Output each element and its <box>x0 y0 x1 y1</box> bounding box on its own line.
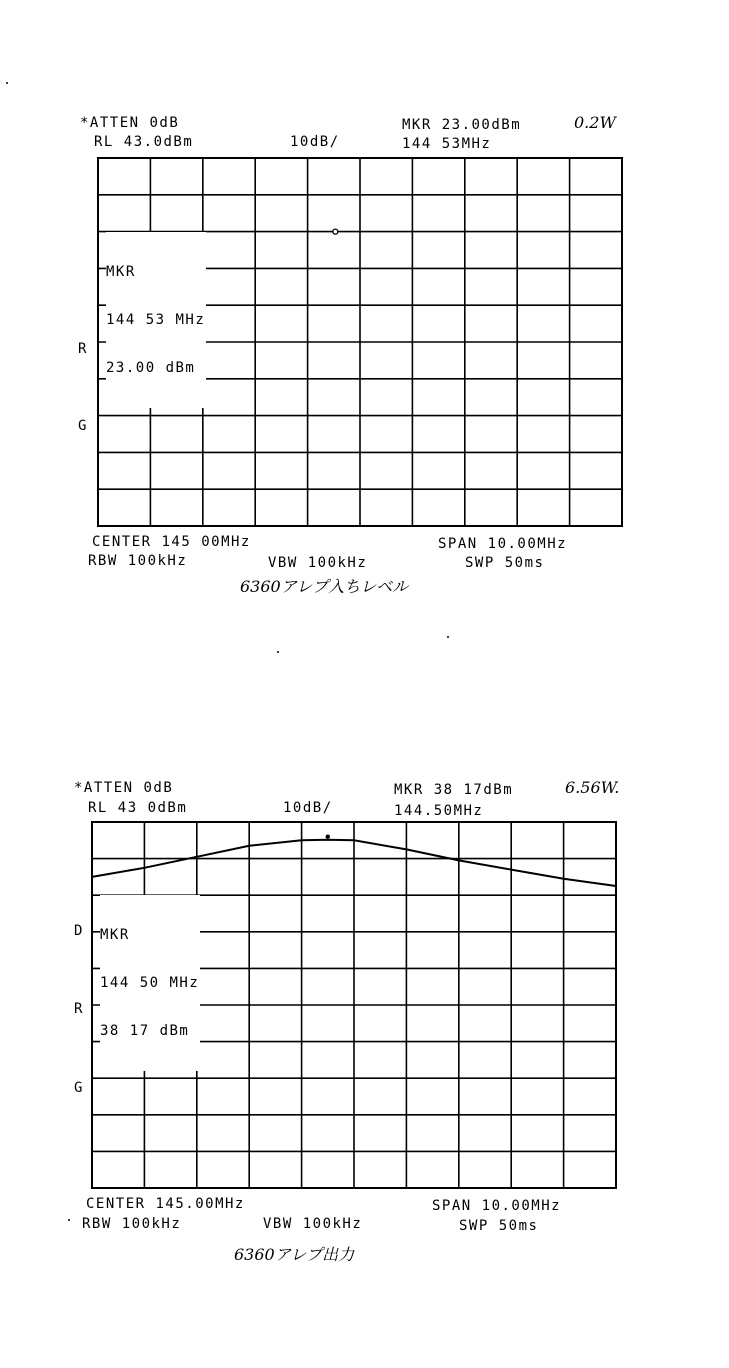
center-frequency: CENTER 145.00MHz <box>86 1196 245 1212</box>
marker-box-title: MKR <box>106 264 136 280</box>
marker-box-level: 38 17 dBm <box>100 1023 190 1039</box>
marker-box-frequency: 144 53 MHz <box>106 312 206 328</box>
marker-readout: MKR 38 17dBm <box>394 782 514 798</box>
ref-level-label: RL 43.0dBm <box>94 134 194 150</box>
atten-label: *ATTEN 0dB <box>74 780 174 796</box>
handwritten-caption: 6360アレプ入ちレベル <box>240 577 409 596</box>
scan-speck <box>277 651 279 653</box>
vbw: VBW 100kHz <box>268 555 368 571</box>
scan-speck <box>68 1219 70 1221</box>
sweep-time: SWP 50ms <box>465 555 545 571</box>
marker-point <box>326 834 330 838</box>
scale-label: 10dB/ <box>290 134 340 150</box>
rbw: RBW 100kHz <box>88 553 188 569</box>
span: SPAN 10.00MHz <box>438 536 568 552</box>
marker-box <box>100 895 200 1071</box>
handwritten-caption: 6360アレプ出力 <box>234 1245 355 1264</box>
marker-handwritten-note: 6.56W. <box>565 778 620 797</box>
rbw: RBW 100kHz <box>82 1216 182 1232</box>
sweep-time: SWP 50ms <box>459 1218 539 1234</box>
side-label-r: R <box>74 1001 83 1017</box>
scan-speck <box>447 636 449 638</box>
vbw: VBW 100kHz <box>263 1216 363 1232</box>
marker-handwritten-note: 0.2W <box>574 113 616 132</box>
marker-box-frequency: 144 50 MHz <box>100 975 200 991</box>
center-frequency: CENTER 145 00MHz <box>92 534 251 550</box>
scan-speck <box>6 82 8 84</box>
marker-box-level: 23.00 dBm <box>106 360 196 376</box>
span: SPAN 10.00MHz <box>432 1198 562 1214</box>
marker-box <box>106 232 206 408</box>
marker-point <box>333 229 338 234</box>
ref-level-label: RL 43 0dBm <box>88 800 188 816</box>
marker-frequency: 144 53MHz <box>402 136 492 152</box>
marker-frequency: 144.50MHz <box>394 803 484 819</box>
marker-readout: MKR 23.00dBm <box>402 117 522 133</box>
side-label-r: R <box>78 341 87 357</box>
marker-box-title: MKR <box>100 927 130 943</box>
side-label-g: G <box>74 1080 83 1096</box>
scale-label: 10dB/ <box>283 800 333 816</box>
side-label-d: D <box>74 923 83 939</box>
atten-label: *ATTEN 0dB <box>80 115 180 131</box>
side-label-g: G <box>78 418 87 434</box>
